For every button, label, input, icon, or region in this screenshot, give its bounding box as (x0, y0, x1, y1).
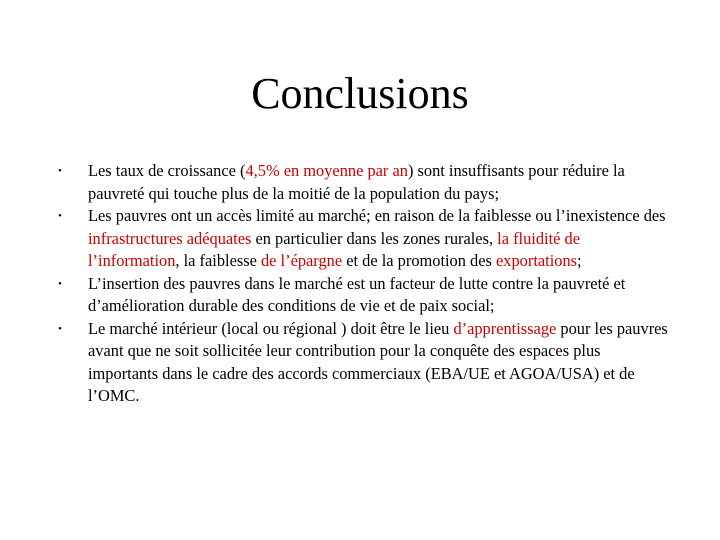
bullet-item-insertion (58, 273, 668, 318)
highlight-infrastructures: infrastructures adéquates (88, 228, 252, 248)
slide-title: Conclusions (251, 69, 469, 118)
bullet-dot-icon: • (58, 277, 62, 290)
bullet-text: ; (577, 251, 582, 270)
highlight-exportations: exportations (496, 251, 578, 270)
bullet-item-croissance (58, 160, 668, 205)
bullet-text: Les taux de croissance ( (88, 161, 246, 180)
bullet-dot-icon: • (58, 322, 62, 335)
bullet-text: ) sont insuffisants pour réduire la pauvreté qui touche plus de la moitié de la population du pays; (88, 161, 625, 203)
bullet-text: L’insertion des pauvres dans le marché est un facteur de lutte contre la pauvreté et d’amélioration durable des conditions de vie et de paix social; (88, 273, 626, 315)
highlight-epargne: de l’épargne (260, 251, 343, 270)
bullet-dot-icon: • (58, 165, 62, 177)
bullet-dot-icon: • (58, 210, 62, 222)
bullet-text: pour les pauvres avant que ne soit sollicitée leur contribution pour la conquête des espaces plus importants dans le cadre des accords commerciaux (EBA/UE et AGOA/USA) et de l’OMC. (88, 318, 668, 405)
bullet-item-acces-marche (58, 205, 668, 273)
bullet-list (58, 160, 668, 408)
bullet-text: Le marché intérieur (local ou régional ) doit être le lieu (88, 318, 454, 338)
highlight-growth-rate: 4,5% en moyenne par an (245, 161, 408, 180)
bullet-text: et de la promotion des (342, 251, 496, 270)
bullet-text: , la faiblesse (175, 251, 261, 270)
bullet-text: Les pauvres ont un accès limité au marché; en raison de la faiblesse ou l’inexistence des (88, 206, 666, 225)
highlight-apprentissage: d’apprentissage (453, 318, 557, 338)
highlight-fluidite: la fluidité de l’information (88, 228, 580, 270)
bullet-text: en particulier dans les zones rurales, (251, 228, 498, 248)
bullet-item-marche-interieur (58, 318, 668, 408)
